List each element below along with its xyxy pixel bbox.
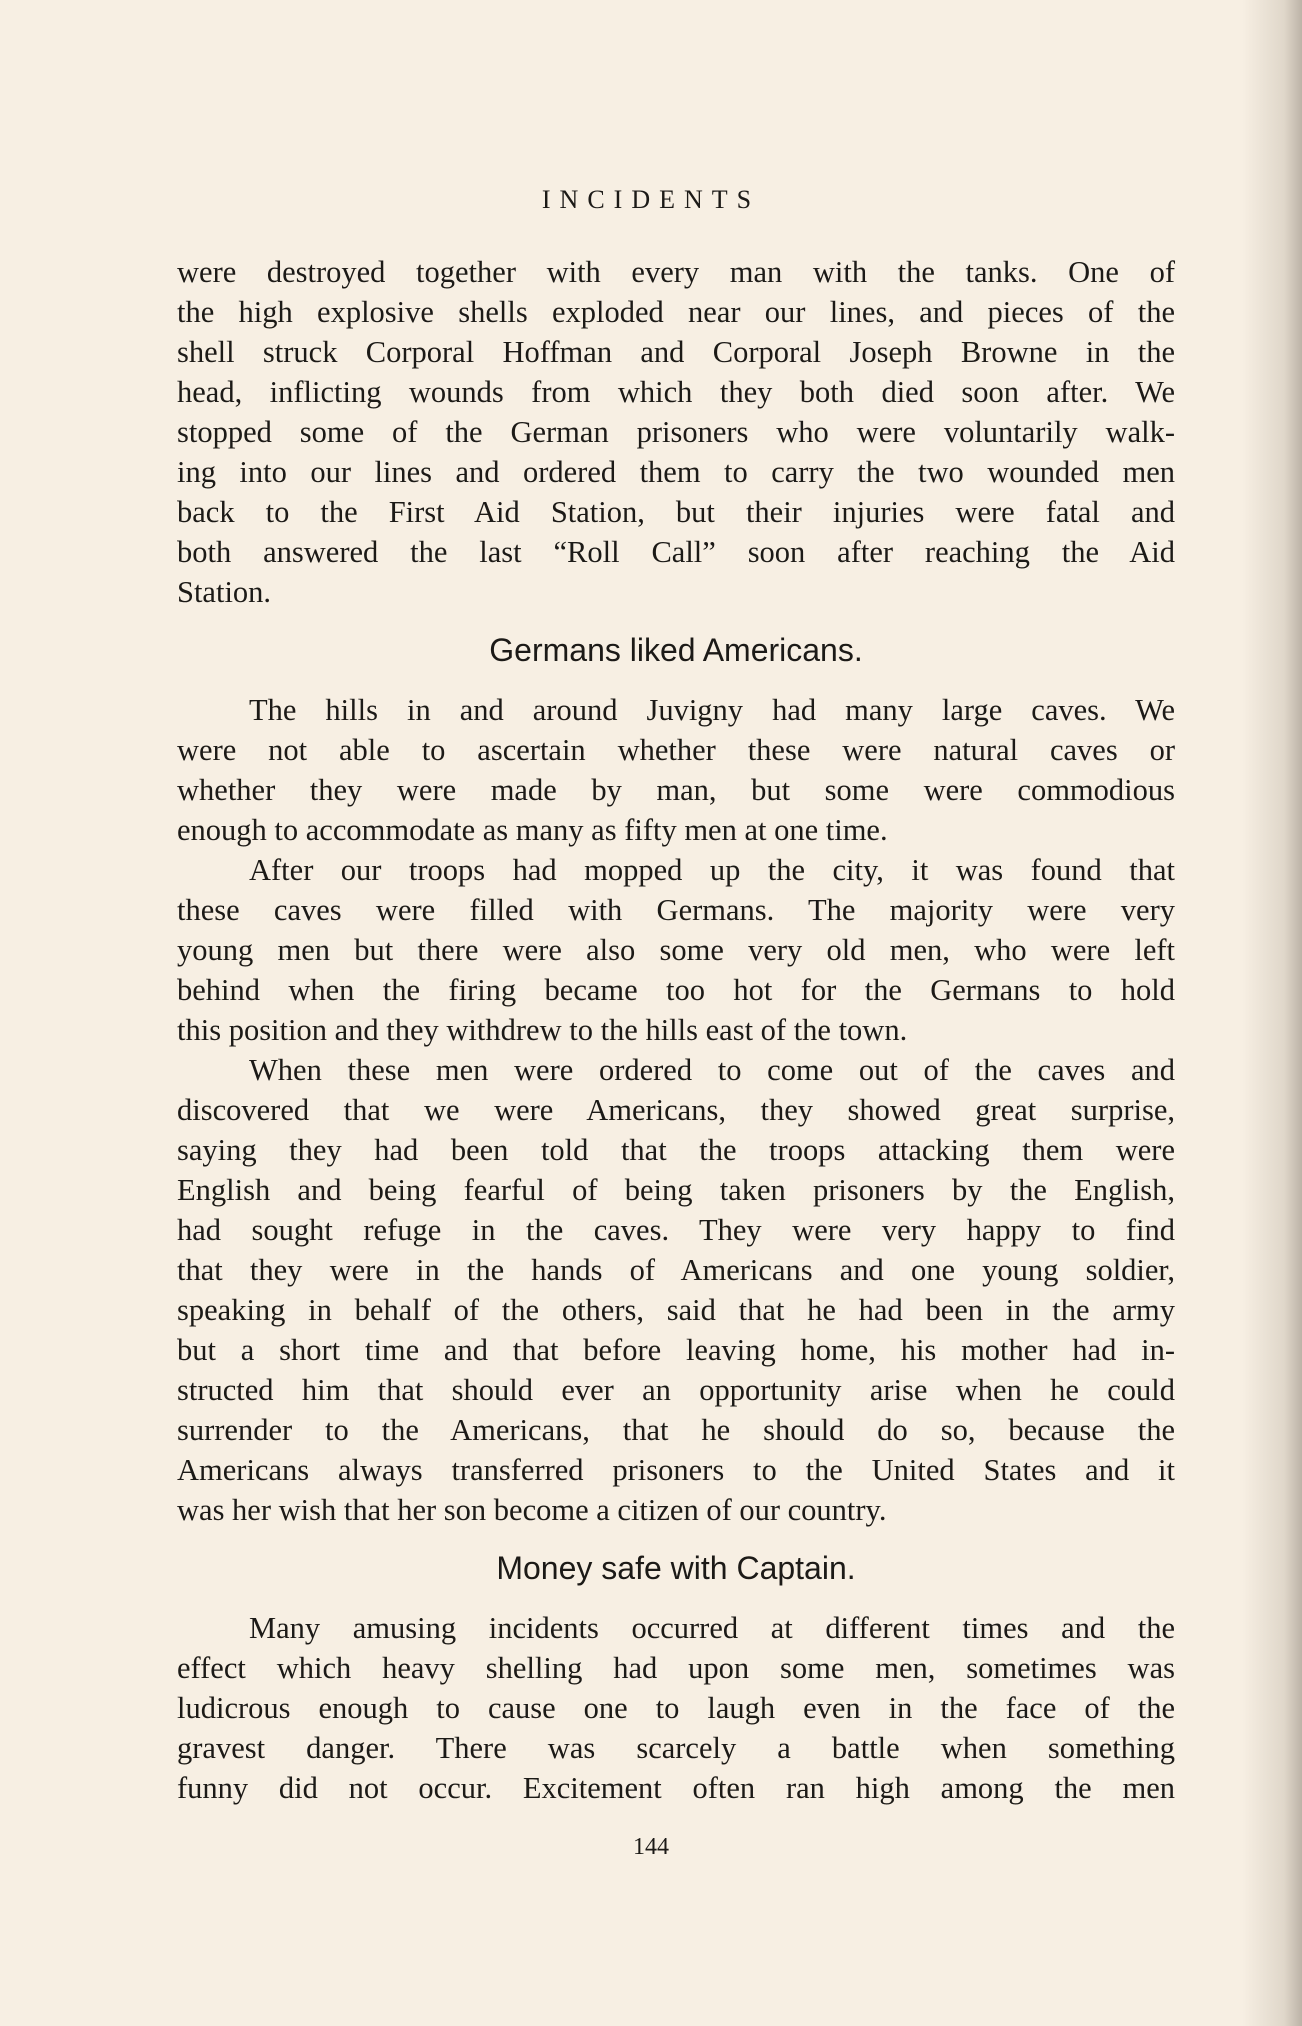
text-line: behind when the firing became too hot for the Germans to hold xyxy=(177,973,1175,1007)
section-heading: Money safe with Captain. xyxy=(496,1550,856,1586)
text-line: discovered that we were Americans, they showed great surprise, xyxy=(177,1093,1175,1127)
text-line: effect which heavy shelling had upon some men, sometimes was xyxy=(177,1651,1175,1685)
text-line: After our troops had mopped up the city, it was found that xyxy=(249,853,1175,887)
text-line: were destroyed together with every man with the tanks. One of xyxy=(177,255,1175,289)
page-number: 144 xyxy=(633,1834,669,1860)
text-line: had sought refuge in the caves. They were very happy to find xyxy=(177,1213,1175,1247)
text-line: this position and they withdrew to the hills east of the town. xyxy=(177,1013,908,1047)
section-heading: Germans liked Americans. xyxy=(489,632,863,668)
text-line: The hills in and around Juvigny had many large caves. We xyxy=(249,693,1175,727)
paragraph-5 xyxy=(177,1608,1175,1808)
text-line: the high explosive shells exploded near our lines, and pieces of the xyxy=(177,295,1175,329)
text-line: ing into our lines and ordered them to carry the two wounded men xyxy=(177,455,1175,489)
text-line: funny did not occur. Excitement often ran high among the men xyxy=(177,1771,1175,1805)
text-line: saying they had been told that the troops attacking them were xyxy=(177,1133,1175,1167)
text-line: Station. xyxy=(177,575,272,609)
paragraph-3 xyxy=(177,850,1175,1050)
text-line: whether they were made by man, but some were commodious xyxy=(177,773,1175,807)
paragraph-1 xyxy=(177,252,1175,612)
text-line: these caves were filled with Germans. The majority were very xyxy=(177,893,1175,927)
text-line: structed him that should ever an opportunity arise when he could xyxy=(177,1373,1175,1407)
running-head: INCIDENTS xyxy=(541,185,761,214)
page-edge-shadow xyxy=(1242,0,1302,2026)
text-line: Americans always transferred prisoners to the United States and it xyxy=(177,1453,1175,1487)
text-line: were not able to ascertain whether these were natural caves or xyxy=(177,733,1175,767)
text-line: stopped some of the German prisoners who were voluntarily walk- xyxy=(177,415,1175,449)
text-line: Many amusing incidents occurred at different times and the xyxy=(249,1611,1175,1645)
text-line: speaking in behalf of the others, said that he had been in the army xyxy=(177,1293,1175,1327)
text-line: gravest danger. There was scarcely a battle when something xyxy=(177,1731,1175,1765)
body-text xyxy=(177,252,1175,1808)
text-line: that they were in the hands of Americans and one young soldier, xyxy=(177,1253,1175,1287)
text-line: both answered the last “Roll Call” soon after reaching the Aid xyxy=(177,535,1175,569)
text-line: enough to accommodate as many as fifty men at one time. xyxy=(177,813,888,847)
text-line: head, inflicting wounds from which they both died soon after. We xyxy=(177,375,1175,409)
paragraph-4 xyxy=(177,1050,1175,1530)
text-line: surrender to the Americans, that he should do so, because the xyxy=(177,1413,1175,1447)
text-line: When these men were ordered to come out of the caves and xyxy=(249,1053,1175,1087)
text-line: young men but there were also some very old men, who were left xyxy=(177,933,1175,967)
paragraph-2 xyxy=(177,690,1175,850)
text-line: but a short time and that before leaving home, his mother had in- xyxy=(177,1333,1175,1367)
text-line: was her wish that her son become a citizen of our country. xyxy=(177,1493,887,1527)
text-line: ludicrous enough to cause one to laugh even in the face of the xyxy=(177,1691,1175,1725)
text-line: back to the First Aid Station, but their injuries were fatal and xyxy=(177,495,1175,529)
text-line: shell struck Corporal Hoffman and Corporal Joseph Browne in the xyxy=(177,335,1175,369)
text-line: English and being fearful of being taken prisoners by the English, xyxy=(177,1173,1175,1207)
